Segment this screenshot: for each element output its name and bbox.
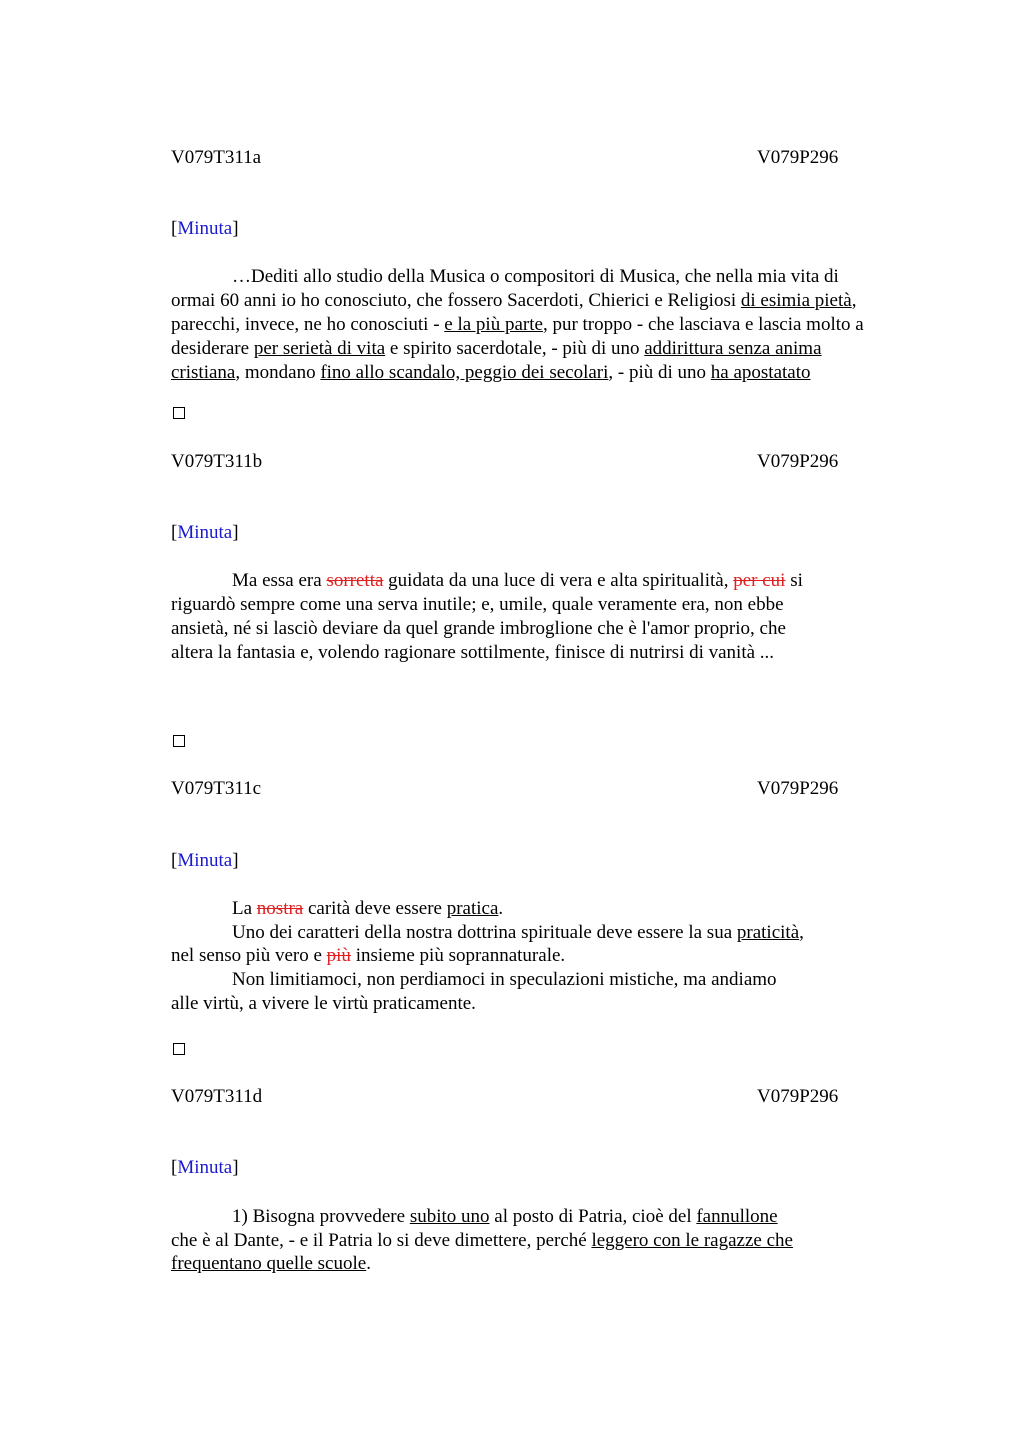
text-line: Ma essa era sorretta guidata da una luce di vera e alta spiritualità, per cui si [232, 570, 803, 591]
minuta-heading: [Minuta] [171, 1157, 239, 1178]
text-line: desiderare per serietà di vita e spirito sacerdotale, - più di uno addirittura senza anima [171, 338, 822, 359]
text-line: ansietà, né si lasciò deviare da quel grande imbroglione che è l'amor proprio, che [171, 618, 786, 639]
text-line: ormai 60 anni io ho conosciuto, che fossero Sacerdoti, Chierici e Religiosi di esimia pietà, [171, 290, 857, 311]
text-line: riguardò sempre come una serva inutile; e, umile, quale veramente era, non ebbe [171, 594, 784, 615]
page-ref: V079P296 [757, 778, 839, 799]
minuta-label: Minuta [177, 218, 233, 239]
minuta-label: Minuta [177, 1157, 233, 1178]
section-id: V079T311b [171, 451, 263, 472]
text-line: frequentano quelle scuole. [171, 1253, 371, 1274]
minuta-heading: [Minuta] [171, 218, 239, 239]
text-line: Uno dei caratteri della nostra dottrina spirituale deve essere la sua praticità, [232, 922, 804, 943]
text-line: …Dediti allo studio della Musica o compositori di Musica, che nella mia vita di [232, 266, 839, 287]
checkbox-square-icon [173, 735, 185, 747]
minuta-label: Minuta [177, 522, 233, 543]
checkbox-square-icon [173, 1043, 185, 1055]
checkbox-square-icon [173, 407, 185, 419]
section-id: V079T311c [171, 778, 262, 799]
section-id: V079T311a [171, 147, 262, 168]
page-ref: V079P296 [757, 147, 839, 168]
page-ref: V079P296 [757, 1086, 839, 1107]
text-line: che è al Dante, - e il Patria lo si deve dimettere, perché leggero con le ragazze che [171, 1230, 793, 1251]
text-line: altera la fantasia e, volendo ragionare sottilmente, finisce di nutrirsi di vanità ... [171, 642, 775, 663]
section-id: V079T311d [171, 1086, 263, 1107]
minuta-heading: [Minuta] [171, 850, 239, 871]
text-line: 1) Bisogna provvedere subito uno al posto di Patria, cioè del fannullone [232, 1206, 778, 1227]
text-line: nel senso più vero e più insieme più soprannaturale. [171, 945, 566, 966]
text-line: parecchi, invece, ne ho conosciuti - e la più parte, pur troppo - che lasciava e lascia molto a [171, 314, 864, 335]
minuta-label: Minuta [177, 850, 233, 871]
text-line: alle virtù, a vivere le virtù praticamente. [171, 993, 476, 1014]
text-line: Non limitiamoci, non perdiamoci in speculazioni mistiche, ma andiamo [232, 969, 777, 990]
text-line: La nostra carità deve essere pratica. [232, 898, 504, 919]
minuta-heading: [Minuta] [171, 522, 239, 543]
page-ref: V079P296 [757, 451, 839, 472]
text-line: cristiana, mondano fino allo scandalo, peggio dei secolari, - più di uno ha apostatato [171, 362, 811, 383]
